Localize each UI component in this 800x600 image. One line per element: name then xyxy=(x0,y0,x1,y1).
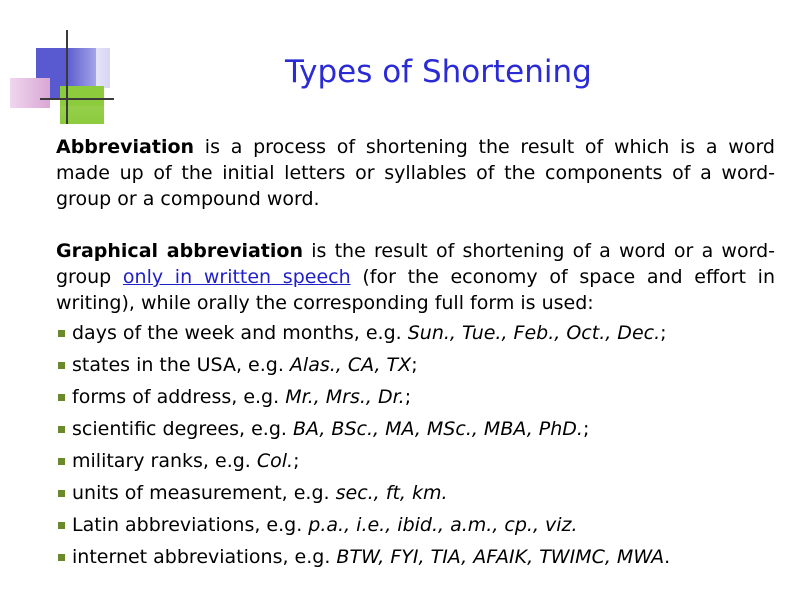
square-bullet-icon xyxy=(58,330,65,337)
item-examples: BTW, FYI, TIA, AFAIK, TWIMC, MWA xyxy=(336,546,665,568)
square-bullet-icon xyxy=(58,362,65,369)
list-item xyxy=(56,448,775,480)
item-end: ; xyxy=(411,354,418,376)
square-bullet-icon xyxy=(58,426,65,433)
written-speech-link[interactable]: only in written speech xyxy=(122,266,351,288)
item-end: ; xyxy=(404,386,412,408)
square-bullet-icon xyxy=(58,554,65,561)
abbreviation-text: is a process of shortening the result of which is a word made up of the initial letters or syllables of the components of a word-group or a compound word. xyxy=(56,136,775,210)
item-examples: sec., ft, km. xyxy=(335,482,448,504)
decor-horizontal-line xyxy=(40,98,114,100)
graphical-abbreviation-definition xyxy=(56,238,775,316)
item-end: ; xyxy=(660,322,667,344)
item-label: states in the USA, e.g. xyxy=(72,354,290,376)
item-label: scientific degrees, e.g. xyxy=(72,418,293,440)
square-bullet-icon xyxy=(58,458,65,465)
item-label: internet abbreviations, e.g. xyxy=(72,546,337,568)
list-item xyxy=(56,512,775,544)
square-bullet-icon xyxy=(58,394,65,401)
item-examples: p.a., i.e., ibid., a.m., cp., viz. xyxy=(308,514,578,536)
term-abbreviation: Abbreviation xyxy=(56,136,195,158)
abbreviation-definition xyxy=(56,134,775,212)
decor-blue-fade xyxy=(66,48,110,88)
item-examples: BA, BSc., MA, MSc., MBA, PhD. xyxy=(292,418,583,440)
item-examples: Sun., Tue., Feb., Oct., Dec. xyxy=(407,322,661,344)
item-end: . xyxy=(664,546,671,568)
graphical-text-before: is the result of shortening of a word or a word-group xyxy=(56,240,775,288)
slide-body xyxy=(56,134,775,576)
list-item xyxy=(56,352,775,384)
item-label: Latin abbreviations, e.g. xyxy=(72,514,309,536)
examples-list xyxy=(56,320,775,576)
item-label: forms of address, e.g. xyxy=(72,386,286,408)
graphical-text-after: (for the economy of space and effort in writing), while orally the corresponding full form is used: xyxy=(56,266,776,314)
item-examples: Mr., Mrs., Dr. xyxy=(285,386,405,408)
list-item xyxy=(56,384,775,416)
item-examples: Col. xyxy=(256,450,294,472)
list-item xyxy=(56,480,775,512)
square-bullet-icon xyxy=(58,490,65,497)
square-bullet-icon xyxy=(58,522,65,529)
item-examples: Alas., CA, TX xyxy=(289,354,412,376)
item-label: days of the week and months, e.g. xyxy=(72,322,408,344)
decor-vertical-line xyxy=(66,30,68,124)
list-item xyxy=(56,544,775,576)
item-label: units of measurement, e.g. xyxy=(72,482,336,504)
list-item xyxy=(56,416,775,448)
item-end: ; xyxy=(582,418,590,440)
decor-pink-square xyxy=(10,78,50,108)
slide-title: Types of Shortening xyxy=(285,54,592,90)
term-graphical-abbreviation: Graphical abbreviation xyxy=(56,240,303,262)
item-label: military ranks, e.g. xyxy=(72,450,257,472)
item-end: ; xyxy=(293,450,300,472)
list-item xyxy=(56,320,775,352)
